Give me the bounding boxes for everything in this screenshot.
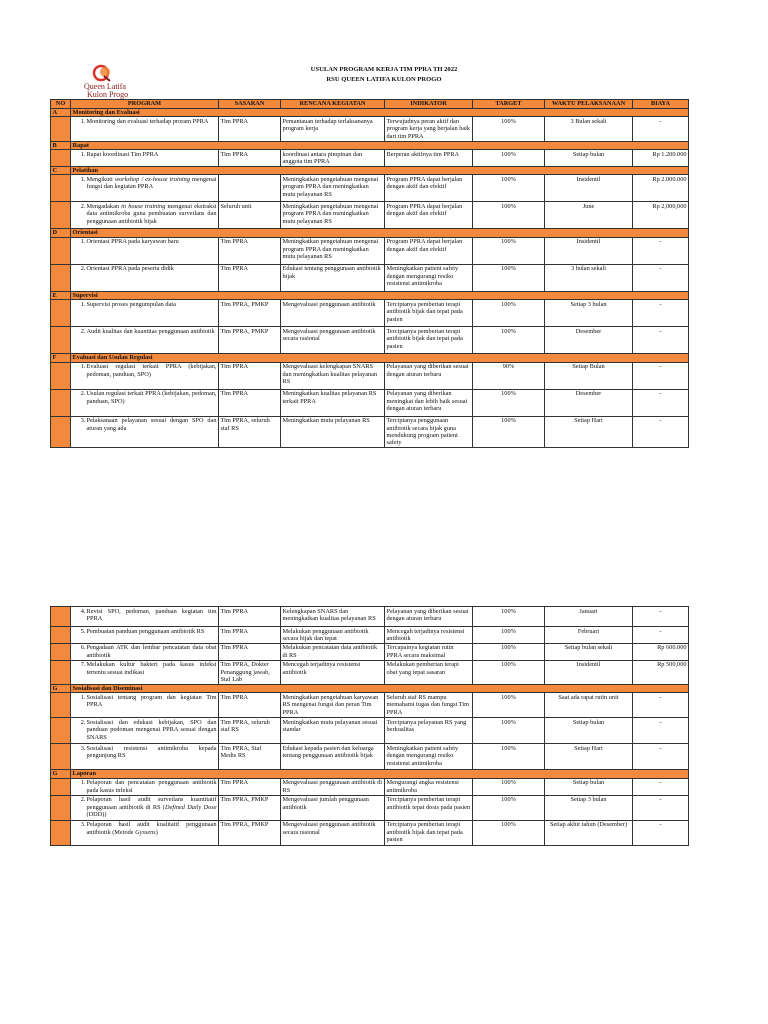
target-cell: 100% [473,693,545,718]
table-row [51,117,689,141]
sasaran-cell: Tim PPRA, seluruh staf RS [219,416,281,448]
row-no-cell [51,264,71,291]
biaya-cell: - [633,693,689,718]
program-cell [71,362,219,389]
item-number: 2. [80,796,86,804]
program-cell [71,327,219,354]
sasaran-cell: Tim PPRA [219,693,281,718]
program-cell [71,389,219,416]
biaya-cell: - [633,416,689,448]
col-header-waktu: WAKTU PELAKSANAAN [545,100,633,109]
row-no-cell [51,693,71,718]
target-cell: 100% [473,744,545,770]
item-number: 2. [80,718,86,726]
indikator-cell: Melakukan pemberian terapi obat yang tepat sasaran [385,660,473,684]
sasaran-cell: Tim PPRA, PMKP [219,820,281,845]
section-row [51,109,689,117]
rencana-cell: Edukasi tentang penggunaan antibiotik bijak [281,264,385,291]
target-cell: 100% [473,389,545,416]
table-row [51,264,689,291]
row-no-cell [51,327,71,354]
section-no: F [51,354,71,362]
indikator-cell: Pelayanan yang diberikan sesuai dengan aturan terbaru [385,607,473,627]
sasaran-cell: Tim PPRA, Staf Medis RS [219,744,281,770]
item-number: 2. [80,390,86,398]
italic-term: Defined Daily Dose [165,803,217,811]
indikator-cell: Terwujudnya peran aktif dan program kerja yang berjalan baik dari tim PPRA [385,117,473,141]
waktu-cell: Setiap bulan [545,718,633,744]
italic-term: Gyssens [135,828,156,836]
rencana-cell: Meningkatkan mutu pelayanan RS [281,416,385,448]
table-row [51,820,689,845]
table-row [51,175,689,202]
program-cell [71,693,219,718]
rencana-cell: Edukasi kepada pasien dan keluarga tentang penggunaan antibiotik bijak [281,744,385,770]
sasaran-cell: Tim PPRA [219,389,281,416]
target-cell: 100% [473,327,545,354]
program-text: Pelaporan hasil audit surveilans kuantitatif penggunaan antibiotik di RS (Defined Daily Dose (DDD)) [86,796,217,818]
section-label: Evaluasi dan Usulan Regulasi [71,354,689,362]
program-wrap [73,628,217,635]
section-label: Orientasi [71,229,689,237]
table-row [51,300,689,327]
row-no-cell [51,820,71,845]
row-no-cell [51,150,71,167]
indikator-cell: Meningkatkan patient safety dengan mengurangi resiko resistensi antimikroba [385,744,473,770]
item-number: 6. [80,644,86,652]
program-wrap [73,779,217,794]
indikator-cell: Mencegah terjadinya resistensi antibiotik [385,627,473,644]
section-row [51,291,689,299]
program-text: Rapat koordinasi Tim PPRA [86,150,159,158]
target-cell: 90% [473,362,545,389]
program-cell [71,117,219,141]
biaya-cell: Rp 2.000.000 [633,175,689,202]
biaya-cell: - [633,237,689,264]
table-row [51,327,689,354]
program-text: Melakukan kultur bakteri pada kasus infeksi tertentu sesuai indikasi [86,661,217,676]
waktu-cell: Setiap Bulan [545,362,633,389]
program-text: Monitoring dan evaluasi terhadap proram PPRA [86,117,209,125]
section-no: D [51,229,71,237]
waktu-cell: Insidentil [545,237,633,264]
program-text: Orientasi PPRA pada karyawan baru [86,238,179,246]
target-cell: 100% [473,820,545,845]
biaya-cell: - [633,718,689,744]
table-row [51,607,689,627]
table-row [51,660,689,684]
program-text: Pembuatan panduan penggunaan antibiotik RS [86,627,205,635]
section-row [51,770,689,778]
indikator-cell: Tercapainya kegiatan rutin PPRA secara maksimal [385,643,473,660]
biaya-cell: - [633,362,689,389]
document-title: USULAN PROGRAM KERJA TIM PPRA TH 2022 [310,66,458,73]
rencana-cell: Mengevaluasi jumlah penggunaan antibiotik [281,795,385,820]
section-no: C [51,166,71,174]
section-row [51,684,689,692]
item-number: 1. [80,693,86,701]
program-cell [71,627,219,644]
program-table-page2 [50,606,689,846]
table-row [51,627,689,644]
indikator-cell: Terciptanya pelayanan RS yang berkualitas [385,718,473,744]
rencana-cell: Melakukan pencatatan data antibiotik di RS [281,643,385,660]
col-header-no: NO [51,100,71,109]
biaya-cell: - [633,627,689,644]
program-cell [71,778,219,795]
rencana-cell: Mencegah terjadinya resistensi antibiotik [281,660,385,684]
col-header-rencana: RENCANA KEGIATAN [281,100,385,109]
row-no-cell [51,643,71,660]
item-number: 4. [80,607,86,615]
biaya-cell: - [633,117,689,141]
table-row [51,744,689,770]
target-cell: 100% [473,607,545,627]
section-label: Supervisi [71,291,689,299]
item-number: 1. [80,117,86,125]
program-wrap [73,328,217,335]
program-cell [71,300,219,327]
item-number: 2. [80,327,86,335]
waktu-cell: Setiap akhir tahun (Desember) [545,820,633,845]
program-wrap [73,238,217,245]
indikator-cell: Terciptanya pemberian terapi antibiotik bijak dan tepat pada pasien [385,327,473,354]
item-number: 3. [80,821,86,829]
section-no: A [51,109,71,117]
biaya-cell: - [633,264,689,291]
waktu-cell: Setiap bulan [545,150,633,167]
target-cell: 100% [473,264,545,291]
row-no-cell [51,237,71,264]
row-no-cell [51,389,71,416]
indikator-cell: Pelayanan yang diberikan sesuai dengan aturan terbaru [385,362,473,389]
sasaran-cell: Tim PPRA [219,778,281,795]
sasaran-cell: Tim PPRA [219,607,281,627]
table-row [51,693,689,718]
section-label: Pelatihan [71,166,689,174]
table-header-row [51,100,689,109]
program-table-page1 [50,99,689,448]
program-text: Usulan regulasi terkait PPRA (kebijakan, pedoman, panduan, SPO) [86,390,217,405]
sasaran-cell: Tim PPRA [219,150,281,167]
rencana-cell: Mengevaluasi kelengkapan SNARS dan meningkatkan kualitas pelayanan RS [281,362,385,389]
program-wrap [73,390,217,405]
row-no-cell [51,744,71,770]
table-row [51,795,689,820]
waktu-cell: June [545,202,633,229]
biaya-cell: - [633,389,689,416]
sasaran-cell: Tim PPRA [219,627,281,644]
program-cell [71,264,219,291]
section-label: Rapat [71,141,689,149]
item-number: 1. [80,363,86,371]
row-no-cell [51,175,71,202]
biaya-cell: - [633,300,689,327]
program-wrap [73,203,217,225]
waktu-cell: Desember [545,327,633,354]
target-cell: 100% [473,202,545,229]
sasaran-cell: Tim PPRA [219,362,281,389]
indikator-cell: Program PPRA dapat berjalan dengan aktif dan efektif [385,202,473,229]
sasaran-cell: Tim PPRA [219,264,281,291]
indikator-cell: Program PPRA dapat berjalan dengan aktif dan efektif [385,237,473,264]
row-no-cell [51,117,71,141]
item-number: 2. [80,265,86,273]
col-header-target: TARGET [473,100,545,109]
waktu-cell: 3 bulan sekali [545,264,633,291]
italic-term: workshop / ex-house training [114,175,190,183]
program-text: Mengikuti workshop / ex-house training mengenai fungsi dan kegiatan PPRA [86,175,217,191]
biaya-cell: - [633,607,689,627]
row-no-cell [51,362,71,389]
biaya-cell: Rp 600.000 [633,643,689,660]
program-cell [71,607,219,627]
target-cell: 100% [473,117,545,141]
table-row [51,718,689,744]
target-cell: 100% [473,237,545,264]
indikator-cell: Terciptanya pemberian terapi antibiotik bijak dan tepat pada pasien [385,820,473,845]
item-number: 3. [80,417,86,425]
document-subtitle: RSU QUEEN LATIFA KULON PROGO [326,76,442,83]
table-row [51,202,689,229]
waktu-cell: Januari [545,607,633,627]
row-no-cell [51,660,71,684]
rencana-cell: Mengevaluasi penggunaan antibiotik secara rasional [281,820,385,845]
waktu-cell: Setiap bulan [545,778,633,795]
program-text: Evaluasi regulasi terkait PPRA (kebijakan, pedoman, panduan, SPO) [86,363,217,378]
waktu-cell: Desember [545,389,633,416]
rencana-cell: Meningkatkan pengetahuan mengenai program PPRA dan meningkatkan mutu pelayanan RS [281,237,385,264]
sasaran-cell: Tim PPRA, Dokter Penanggung jawab, Staf Lab [219,660,281,684]
program-wrap [73,608,217,623]
target-cell: 100% [473,718,545,744]
biaya-cell: - [633,327,689,354]
section-label: Sosialisasi dan Diseminasi [71,684,689,692]
indikator-cell: Seluruh staf RS mampu memahami tugas dan fungsi Tim PPRA [385,693,473,718]
col-header-biaya: BIAYA [633,100,689,109]
col-header-program: PROGRAM [71,100,219,109]
program-wrap [73,719,217,741]
row-no-cell [51,300,71,327]
waktu-cell: Setiap 3 bulan [545,795,633,820]
program-cell [71,718,219,744]
item-number: 1. [80,779,86,787]
indikator-cell: Terciptanya pemberian terapi antibiotik tepat dosis pada pasien [385,795,473,820]
col-header-sasaran: SASARAN [219,100,281,109]
rencana-cell: Meningkatkan pengetahuan mengenai program PPRA dan meningkatkan mutu pelayanan RS [281,175,385,202]
section-row [51,166,689,174]
waktu-cell: Insidentil [545,175,633,202]
target-cell: 100% [473,660,545,684]
indikator-cell: Mengurangi angka resistensi antimikroba [385,778,473,795]
section-row [51,141,689,149]
program-cell [71,202,219,229]
program-wrap [73,265,217,272]
section-row [51,229,689,237]
logo-text-line2: Kulon Progo [87,90,129,99]
sasaran-cell: Tim PPRA [219,117,281,141]
biaya-cell: - [633,795,689,820]
target-cell: 100% [473,300,545,327]
rencana-cell: Meningkatkan mutu pelayanan sesuai standar [281,718,385,744]
table-row [51,778,689,795]
rencana-cell: Meningkatkan pengetahuan karyawan RS mengenai fungsi dan peran Tim PPRA [281,693,385,718]
rencana-cell: Meningkatkan pengetahuan mengenai program PPRA dan meningkatkan mutu pelayanan RS [281,202,385,229]
section-no: G [51,684,71,692]
rencana-cell: Melakukan penggunaan antibiotik secara bijak dan tepat [281,627,385,644]
row-no-cell [51,627,71,644]
program-text: Revisi SPO, pedoman, panduan kegiatan tim PPRA [86,607,217,622]
program-text: Audit kualitas dan kuantitas penggunaan antibiotik [86,327,215,335]
program-cell [71,820,219,845]
item-number: 1. [80,300,86,308]
program-wrap [73,745,217,760]
table-row [51,237,689,264]
row-no-cell [51,416,71,448]
table-row [51,643,689,660]
program-text: Supervisi proses pengumpulan data [86,300,176,308]
item-number: 1. [80,150,86,158]
program-wrap [73,796,217,818]
waktu-cell: Setiap Hari [545,744,633,770]
program-wrap [73,694,217,709]
program-text: Mengadakan in house training mengenai ekstraksi data antimikroba guna pembuatan surveilans dan penggunaan antibiotik bijak [86,202,217,225]
sasaran-cell [219,175,281,202]
waktu-cell: Setiap Hari [545,416,633,448]
table-row [51,416,689,448]
program-cell [71,175,219,202]
indikator-cell: Program PPRA dapat berjalan dengan aktif dan efektif [385,175,473,202]
indikator-cell: Pelayanan yang diberikan meningkat dan lebih baik sesuai dengan aturan terbaru [385,389,473,416]
indikator-cell: Terciptanya penggunaan antibiotik secara bijak guna mendukung program patient safety [385,416,473,448]
indikator-cell: Berperan aktifnya tim PPRA [385,150,473,167]
item-number: 1. [80,238,86,246]
row-no-cell [51,795,71,820]
section-label: Monitoring dan Evaluasi [71,109,689,117]
rencana-cell: Mengevaluasi penggunaan antibiotik secara rasional [281,327,385,354]
item-number: 7. [80,661,86,669]
section-label: Laporan [71,770,689,778]
sasaran-cell: Tim PPRA, PMKP [219,327,281,354]
target-cell: 100% [473,175,545,202]
target-cell: 100% [473,150,545,167]
indikator-cell: Meningkatkan patient safety dengan mengurangi resiko resistensi antimikroba [385,264,473,291]
program-text: Sosialisasi dan edukasi kebijakan, SPO dan panduan pedoman mengenai PPRA sesuai dengan SNARS [86,718,217,741]
biaya-cell: Rp 2,000,000 [633,202,689,229]
rencana-cell: Pemantauan terhadap terlaksananya program kerja [281,117,385,141]
program-wrap [73,301,217,308]
program-wrap [73,118,217,125]
waktu-cell: Saat ada rapat rutin unit [545,693,633,718]
program-wrap [73,363,217,378]
rencana-cell: koordinasi antara pimpinan dan anggota tim PPRA [281,150,385,167]
program-wrap [73,821,217,836]
program-text: Pengadaan ATK dan lembar pencatatan data obat antibiotik [86,644,217,659]
section-no: E [51,291,71,299]
table-row [51,362,689,389]
program-cell [71,416,219,448]
biaya-cell: - [633,744,689,770]
sasaran-cell: Seluruh unit [219,202,281,229]
section-no: B [51,141,71,149]
item-number: 2. [80,202,86,210]
table-row [51,389,689,416]
program-text: Pelaporan hasil audit kualitatif penggunaan antibiotik (Metode Gyssens) [86,821,217,836]
sasaran-cell: Tim PPRA, PMKP [219,300,281,327]
section-row [51,354,689,362]
col-header-indikator: INDIKATOR [385,100,473,109]
waktu-cell: Insidentil [545,660,633,684]
row-no-cell [51,778,71,795]
biaya-cell: Rp 500,000 [633,660,689,684]
section-no: G [51,770,71,778]
rencana-cell: Meningkatkan kualitas pelayanan RS terkait PPRA [281,389,385,416]
target-cell: 100% [473,627,545,644]
program-wrap [73,176,217,191]
row-no-cell [51,202,71,229]
biaya-cell: - [633,820,689,845]
program-wrap [73,151,217,158]
row-no-cell [51,607,71,627]
program-text: Sosialisasi resistensi antimikroba kepada pengunjung RS [86,744,217,760]
program-text: Pelaksanaan pelayanan sesuai dengan SPO dan aturan yang ada [86,417,217,432]
item-number: 1. [80,175,86,183]
target-cell: 100% [473,416,545,448]
sasaran-cell: Tim PPRA [219,643,281,660]
indikator-cell: Terciptanya pemberian terapi antibiotik bijak dan tepat pada pasien [385,300,473,327]
program-text: Pelaporan dan pencatatan penggunaan antibiotik pada kasus infeksi [86,779,217,794]
logo-text-line1: Queen Latifa [84,82,126,91]
program-text: Orientasi PPRA pada peserta didik [86,265,174,273]
program-cell [71,150,219,167]
program-cell [71,795,219,820]
rencana-cell: Mengevaluasi penggunaan antibiotik [281,300,385,327]
program-cell [71,237,219,264]
sasaran-cell: Tim PPRA [219,237,281,264]
program-wrap [73,644,217,659]
row-no-cell [51,718,71,744]
waktu-cell: Setiap 3 bulan [545,300,633,327]
program-wrap [73,417,217,432]
program-wrap [73,661,217,676]
item-number: 3. [80,744,86,752]
program-cell [71,660,219,684]
sasaran-cell: Tim PPRA, seluruh staf RS [219,718,281,744]
rencana-cell: Kelengkapan SNARS dan meningkatkan kualitas pelayanan RS [281,607,385,627]
target-cell: 100% [473,795,545,820]
rencana-cell: Mengevaluasi penggunaan antibiotik di RS [281,778,385,795]
waktu-cell: Februari [545,627,633,644]
waktu-cell: Setiap bulan sekali [545,643,633,660]
target-cell: 100% [473,643,545,660]
biaya-cell: - [633,778,689,795]
program-text: Sosialisasi tentang program dan kegiatan Tim PPRA [86,693,217,709]
program-cell [71,643,219,660]
table-row [51,150,689,167]
item-number: 5. [80,627,86,635]
biaya-cell: Rp 1.200.000 [633,150,689,167]
waktu-cell: 3 Bulan sekali [545,117,633,141]
sasaran-cell: Tim PPRA, PMKP [219,795,281,820]
program-cell [71,744,219,770]
target-cell: 100% [473,778,545,795]
italic-term: in house training [121,202,166,210]
